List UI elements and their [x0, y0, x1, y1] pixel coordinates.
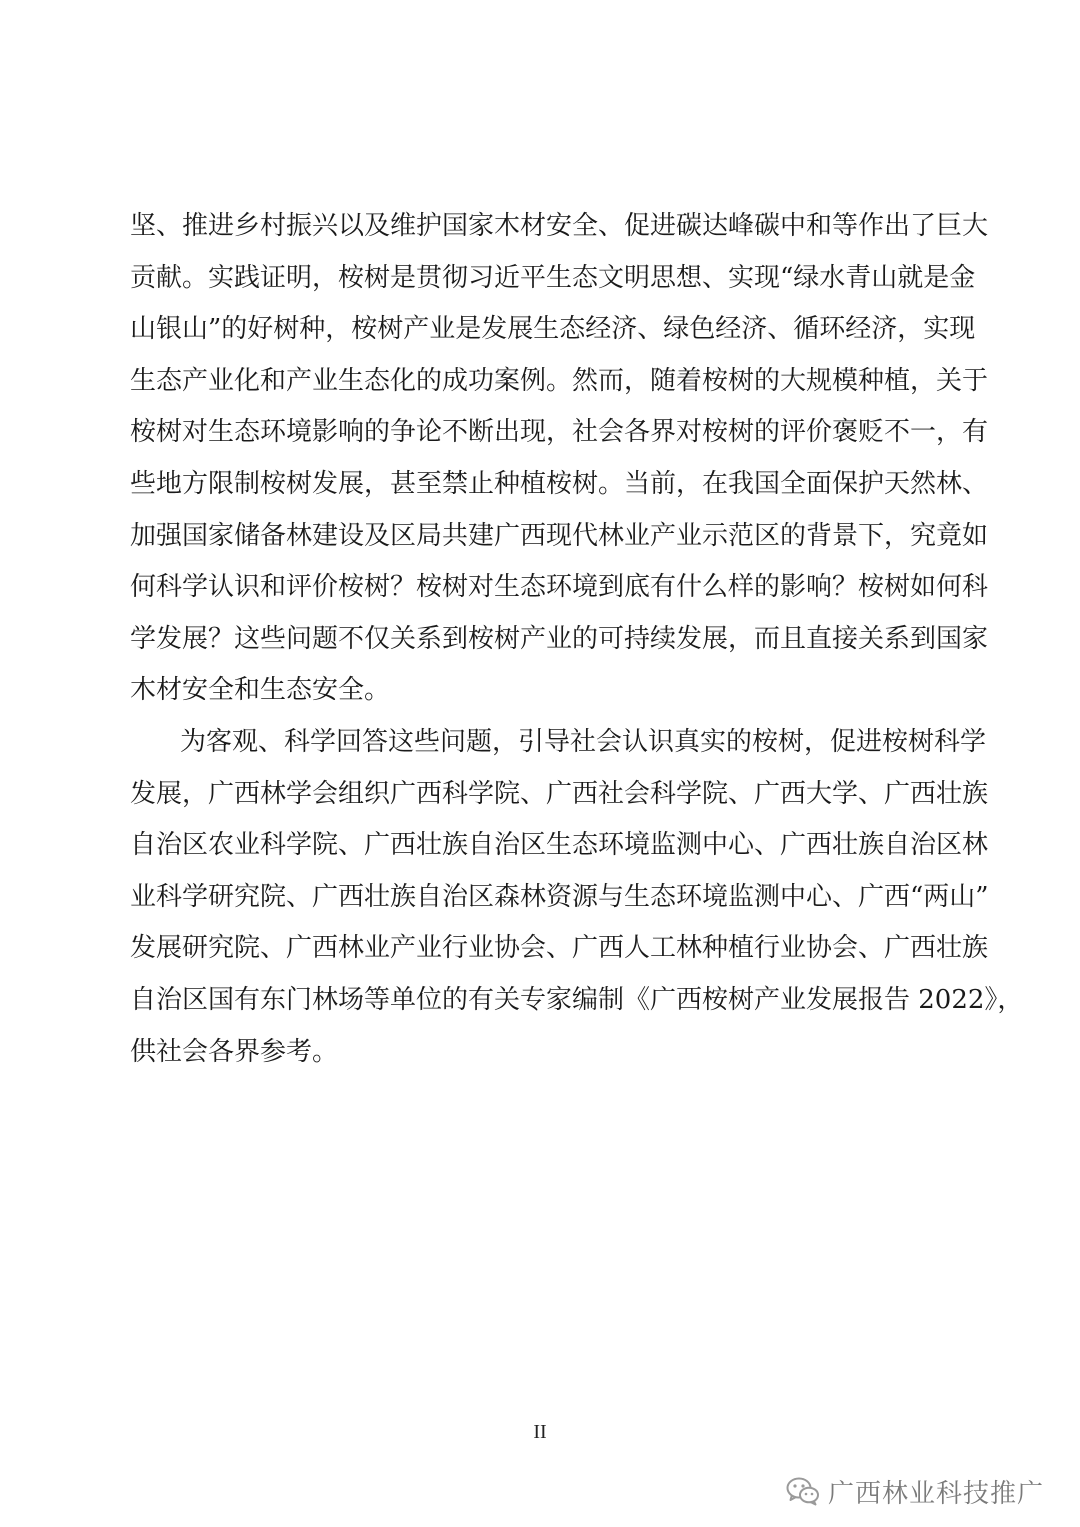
text-line: 发展研究院、广西林业产业行业协会、广西人工林种植行业协会、广西壮族 [130, 933, 989, 964]
text-line: 木材安全和生态安全。 [130, 675, 391, 706]
watermark [786, 1471, 1044, 1511]
paragraph-2 [130, 717, 1024, 1078]
text-line: 何科学认识和评价桉树？桉树对生态环境到底有什么样的影响？桉树如何科 [130, 572, 989, 603]
text-line: 自治区农业科学院、广西壮族自治区生态环境监测中心、广西壮族自治区林 [130, 830, 989, 861]
text-line: 供社会各界参考。 [130, 1036, 339, 1067]
page-number: II [533, 1421, 547, 1443]
text-line: 坚、推进乡村振兴以及维护国家木材安全、促进碳达峰碳中和等作出了巨大 [130, 211, 989, 241]
text-line: 贡献。实践证明，桉树是贯彻习近平生态文明思想、实现“绿水青山就是金 [130, 262, 976, 293]
text-line: 发展，广西林学会组织广西科学院、广西社会科学院、广西大学、广西壮族 [130, 778, 989, 809]
text-line: 山银山”的好树种，桉树产业是发展生态经济、绿色经济、循环经济，实现 [130, 314, 976, 345]
text-line: 自治区国有东门林场等单位的有关专家编制《广西桉树产业发展报告 2022》， [130, 984, 1024, 1015]
text-line: 学发展？这些问题不仅关系到桉树产业的可持续发展，而且直接关系到国家 [130, 623, 989, 654]
watermark-text: 广西林业科技推广 [827, 1478, 1044, 1509]
paragraph-1 [130, 201, 989, 717]
text-line: 些地方限制桉树发展，甚至禁止种植桉树。当前，在我国全面保护天然林、 [130, 468, 989, 499]
text-line: 桉树对生态环境影响的争论不断出现，社会各界对桉树的评价褒贬不一，有 [130, 417, 989, 448]
text-line: 加强国家储备林建设及区局共建广西现代林业产业示范区的背景下，究竟如 [130, 520, 989, 551]
text-line: 生态产业化和产业生态化的成功案例。然而，随着桉树的大规模种植，关于 [130, 365, 989, 396]
text-line: 业科学研究院、广西壮族自治区森林资源与生态环境监测中心、广西“两山” [130, 881, 989, 912]
wechat-icon [786, 1476, 820, 1506]
text-line: 为客观、科学回答这些问题，引导社会认识真实的桉树，促进桉树科学 [180, 726, 987, 757]
body-text [130, 201, 1024, 1078]
